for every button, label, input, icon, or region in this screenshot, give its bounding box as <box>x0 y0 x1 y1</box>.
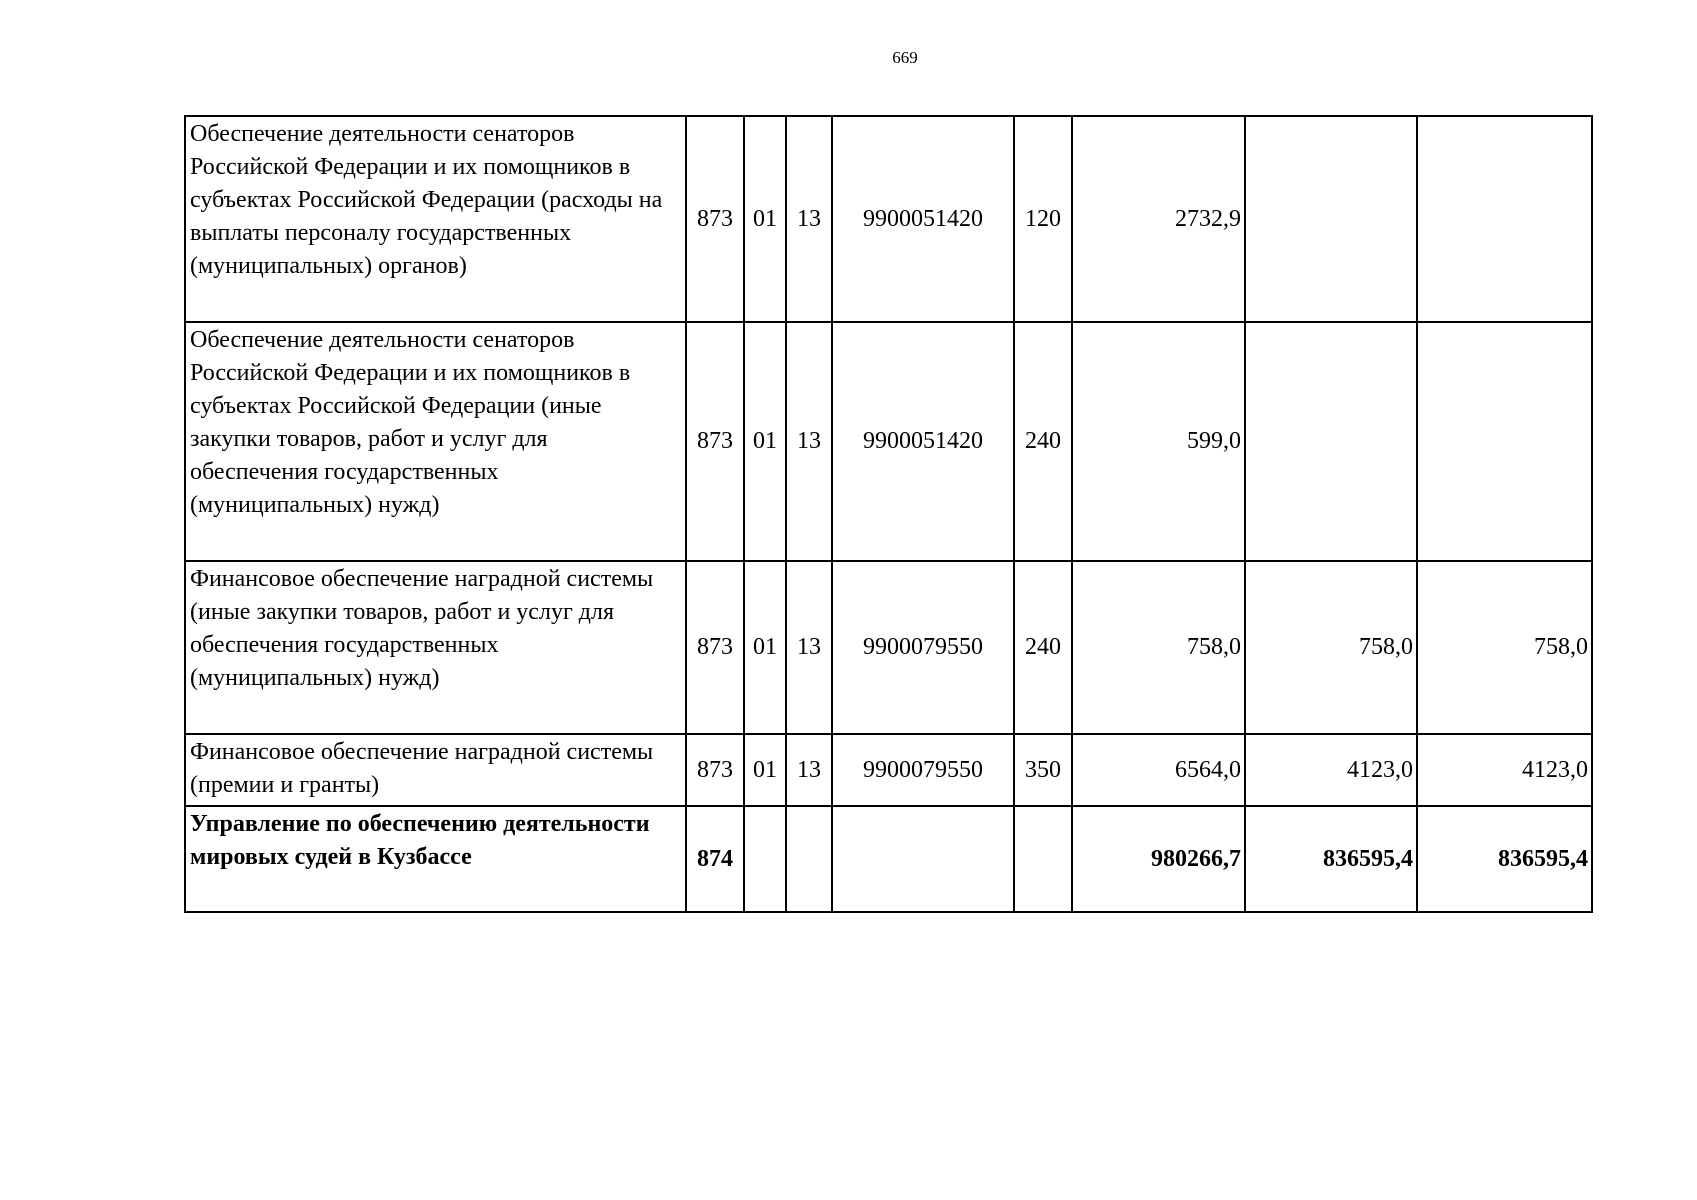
cell-ved: 873 <box>686 322 744 561</box>
cell-sum-2 <box>1245 116 1417 322</box>
row-name: Финансовое обеспечение наградной системы (премии и гранты) <box>185 734 686 806</box>
cell-csr: 9900051420 <box>832 322 1014 561</box>
cell-sum-3 <box>1417 322 1592 561</box>
cell-rz: 01 <box>744 322 786 561</box>
cell-sum-2 <box>1245 322 1417 561</box>
row-name: Финансовое обеспечение наградной системы (иные закупки товаров, работ и услуг для обеспечения государственных (муниципальных) нужд) <box>185 561 686 734</box>
cell-vr: 240 <box>1014 322 1072 561</box>
table-row-total <box>185 806 1592 912</box>
cell-rz: 01 <box>744 734 786 806</box>
cell-csr: 9900079550 <box>832 734 1014 806</box>
cell-sum-1: 2732,9 <box>1072 116 1245 322</box>
table-row <box>185 561 1592 734</box>
cell-csr: 9900051420 <box>832 116 1014 322</box>
cell-ved: 873 <box>686 734 744 806</box>
cell-csr <box>832 806 1014 912</box>
row-name: Управление по обеспечению деятельности мировых судей в Кузбассе <box>185 806 686 912</box>
table-row <box>185 116 1592 322</box>
cell-vr <box>1014 806 1072 912</box>
table-row <box>185 322 1592 561</box>
cell-pr: 13 <box>786 116 832 322</box>
cell-sum-3: 836595,4 <box>1417 806 1592 912</box>
cell-sum-2: 758,0 <box>1245 561 1417 734</box>
cell-pr: 13 <box>786 561 832 734</box>
cell-rz <box>744 806 786 912</box>
cell-sum-1: 980266,7 <box>1072 806 1245 912</box>
table-row <box>185 734 1592 806</box>
cell-rz: 01 <box>744 116 786 322</box>
cell-ved: 874 <box>686 806 744 912</box>
cell-sum-1: 599,0 <box>1072 322 1245 561</box>
cell-csr: 9900079550 <box>832 561 1014 734</box>
cell-sum-1: 6564,0 <box>1072 734 1245 806</box>
cell-ved: 873 <box>686 561 744 734</box>
page-number: 669 <box>892 48 918 67</box>
row-name: Обеспечение деятельности сенаторов Российской Федерации и их помощников в субъектах Российской Федерации (расходы на выплаты персоналу государственных (муниципальных) органов) <box>185 116 686 322</box>
cell-sum-3: 4123,0 <box>1417 734 1592 806</box>
budget-table <box>184 115 1593 913</box>
cell-sum-1: 758,0 <box>1072 561 1245 734</box>
row-name: Обеспечение деятельности сенаторов Российской Федерации и их помощников в субъектах Российской Федерации (иные закупки товаров, работ и услуг для обеспечения государственных (муниципальных) нужд) <box>185 322 686 561</box>
cell-ved: 873 <box>686 116 744 322</box>
cell-vr: 240 <box>1014 561 1072 734</box>
cell-sum-2: 836595,4 <box>1245 806 1417 912</box>
cell-pr <box>786 806 832 912</box>
cell-rz: 01 <box>744 561 786 734</box>
cell-vr: 120 <box>1014 116 1072 322</box>
cell-sum-2: 4123,0 <box>1245 734 1417 806</box>
cell-pr: 13 <box>786 734 832 806</box>
cell-pr: 13 <box>786 322 832 561</box>
cell-sum-3 <box>1417 116 1592 322</box>
cell-vr: 350 <box>1014 734 1072 806</box>
cell-sum-3: 758,0 <box>1417 561 1592 734</box>
